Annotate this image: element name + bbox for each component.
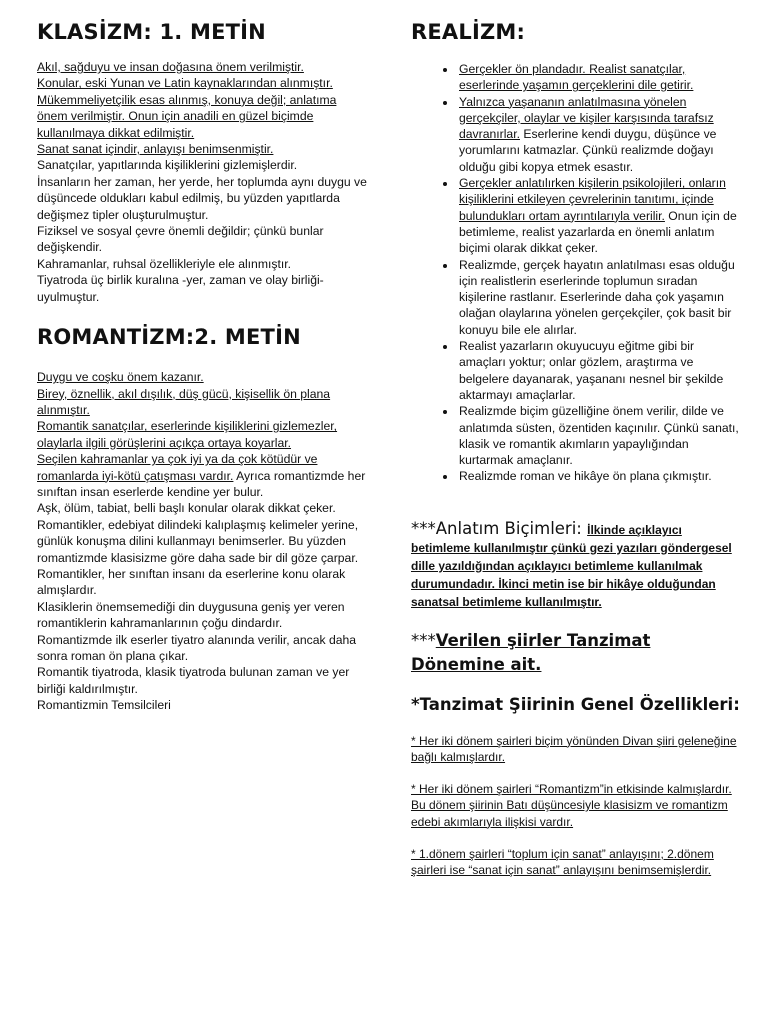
romantizm-line: Duygu ve coşku önem kazanır. — [37, 370, 204, 385]
klasizm-line: Mükemmeliyetçilik esas alınmış, konuya değil; anlatıma önem verilmiştir. Onun için anadili en güzel biçimde kullanılmaya dikkat edilmiştir. — [37, 92, 337, 140]
list-item: • Realizmde, gerçek hayatın anlatılması esas olduğu için realistlerin eserlerinde toplumun sıradan kişilerine rastlanır. Eserlerinde daha çok yaşamın olağan olaylarına yönelen gerçekçiler, çok basit bir konuyu bile ele alırlar. — [457, 257, 741, 338]
tanzimat-item: * 1.dönem şairleri “toplum için sanat” anlayışını; 2.dönem şairleri ise “sanat için sanat” anlayışını benimsemişlerdir. — [411, 846, 714, 877]
left-column — [37, 18, 367, 714]
tanzimat-heading: *Tanzimat Şiirinin Genel Özellikleri: — [411, 694, 740, 714]
tanzimat-item: * Her iki dönem şairleri “Romantizm”in etkisinde kalmışlardır. Bu dönem şiirinin Batı düşüncesiyle klasisizm ve romantizm edebi akımlarıyla ilişkisi vardır. — [411, 782, 732, 829]
romantizm-heading: ROMANTİZM:2. METİN — [37, 325, 301, 350]
klasizm-line: Konular, eski Yunan ve Latin kaynaklarından alınmıştır. — [37, 76, 333, 91]
romantizm-line: Romantik sanatçılar, eserlerinde kişiliklerini gizlemezler, olaylarla ilgili görüşlerini açıkça ortaya koyarlar. — [37, 419, 338, 450]
klasizm-line: Akıl, sağduyu ve insan doğasına önem verilmiştir. — [37, 60, 304, 74]
klasizm-line: Tiyatroda üç birlik kuralına -yer, zaman ve olay birliği- uyulmuştur. — [37, 273, 324, 304]
romantizm-line: Klasiklerin önemsemediği din duygusuna geniş yer veren romantiklerin kahramanlarının çoğu dindardır. — [37, 599, 345, 631]
tanzimat-item: * Her iki dönem şairleri biçim yönünden Divan şiiri geleneğine bağlı kalmışlardır. — [411, 733, 737, 764]
list-item: • Gerçekler ön plandadır. Realist sanatçılar, eserlerinde yaşamın gerçeklerini dile getirir. — [457, 61, 741, 94]
klasizm-heading: KLASİZM: 1. METİN — [37, 20, 266, 44]
romantizm-line: Seçilen kahramanlar ya çok iyi ya da çok kötüdür ve romanlarda iyi-kötü çatışması vardır. Ayrıca romantizmde her sınıftan insan eserlerde kendine yer bulur. — [37, 452, 366, 499]
klasizm-line: Kahramanlar, ruhsal özellikleriyle ele alınmıştır. — [37, 256, 292, 271]
realizm-heading: REALİZM: — [411, 20, 526, 44]
realizm-list — [411, 61, 741, 485]
list-item: • Realizmde biçim güzelliğine önem verilir, dilde ve anlatımda süsten, özentiden kaçınılır. Çünkü sanatı, klasik ve romantik akımların yapaylığından kurtarmak amaçlanır. — [457, 403, 741, 468]
klasizm-line: Fiziksel ve sosyal çevre önemli değildir; çünkü bunlar değişkendir. — [37, 224, 324, 255]
romantizm-line: Romantikler, edebiyat dilindeki kalıplaşmış kelimeler yerine, günlük konuşma dilini kullanmayı benimserler. Bu yüzden romantizmde klasisizme göre daha sade bir dil göze çarpar. — [37, 517, 359, 565]
anlatim-body: İlkinde açıklayıcı betimleme kullanılmıştır çünkü gezi yazıları göndergesel dille yazıldığından açıklayıcı betimleme kullanılmak durumundadır. İkinci metin ise bir hikâye olduğundan sanatsal betimleme kullanılmıştır. — [411, 522, 732, 609]
klasizm-line: İnsanların her zaman, her yerde, her toplumda aynı duygu ve düşüncede oldukları kabul edilmiş, bu yüzden yapıtlarda değişmez tipler oluşturulmuştur. — [37, 174, 367, 222]
klasizm-text — [37, 59, 367, 305]
list-item: • Realist yazarların okuyucuyu eğitme gibi bir amaçları yoktur; onlar gözlem, araştırma ve belgelere dayanarak, yaşananı nesnel bir şekilde aktarmayı amaçlarlar. — [457, 338, 741, 403]
romantizm-line: Romantikler, her sınıftan insanı da eserlerine konu olarak almışlardır. — [37, 566, 346, 598]
romantizm-line: Romantik tiyatroda, klasik tiyatroda bulunan zaman ve yer birliği kaldırılmıştır. — [37, 665, 350, 696]
list-item: • Realizmde roman ve hikâye ön plana çıkmıştır. — [457, 468, 741, 484]
anlatim-label: ***Anlatım Biçimleri: — [411, 518, 588, 538]
list-item: • Gerçekler anlatılırken kişilerin psikolojileri, onların kişiliklerini etkileyen çevrelerinin tanıtımı, içinde bulundukları ortam ayrıntılarıyla verilir. Onun için de betimleme, realist yazarlarda en önemli anlatım biçimi olarak dikkat çeker. — [457, 175, 741, 256]
anlatim-bicimleri — [411, 519, 741, 611]
right-column — [411, 18, 741, 878]
klasizm-line: Sanatçılar, yapıtlarında kişiliklerini gizlemişlerdir. — [37, 158, 298, 173]
romantizm-line: Romantizmde ilk eserler tiyatro alanında verilir, ancak daha sonra roman ön plana çıkar. — [37, 632, 357, 663]
verilen-siirler: ***Verilen şiirler Tanzimat Dönemine ait. — [411, 630, 651, 674]
klasizm-line: Sanat sanat içindir, anlayışı benimsenmiştir. — [37, 142, 274, 157]
romantizm-line: Romantizmin Temsilcileri — [37, 698, 171, 713]
romantizm-text — [37, 369, 367, 714]
romantizm-line: Aşk, ölüm, tabiat, belli başlı konular olarak dikkat çeker. — [37, 501, 336, 516]
romantizm-line: Birey, öznellik, akıl dışılık, düş gücü, kişisellik ön plana alınmıştır. — [37, 386, 331, 417]
list-item: • Yalnızca yaşananın anlatılmasına yönelen gerçekçiler, olaylar ve kişiler karşısında tarafsız davranırlar. Eserlerine kendi duygu, düşünce ve yorumlarını katmazlar. Çünkü realizmde doğayı olduğu gibi kopya etmek esastır. — [457, 94, 741, 175]
